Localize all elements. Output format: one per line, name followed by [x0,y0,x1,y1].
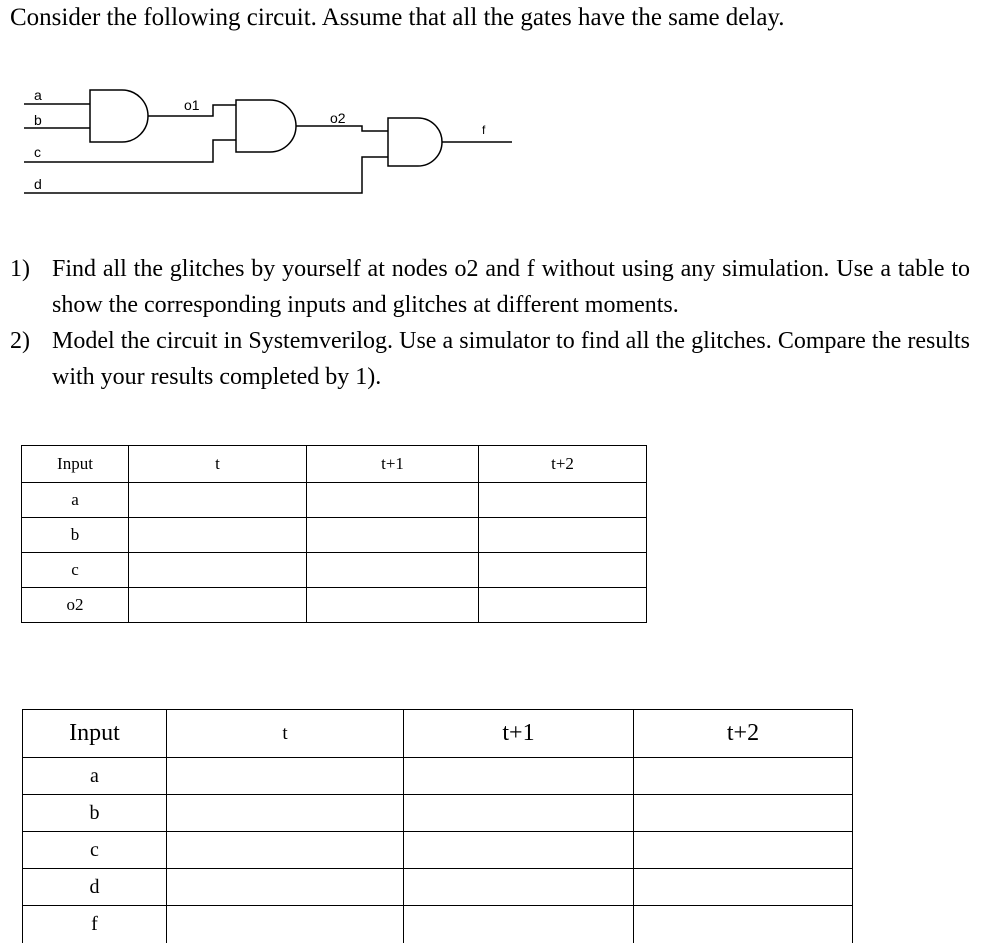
and-gate-1 [90,90,148,142]
empty-cell[interactable] [307,483,479,518]
problem-intro: Consider the following circuit. Assume that all the gates have the same delay. [10,4,785,31]
table-header-row [22,446,647,483]
header-t-plus-1: t+1 [307,446,479,483]
empty-cell[interactable] [167,758,404,795]
header-input: Input [23,710,167,758]
empty-cell[interactable] [129,518,307,553]
empty-cell[interactable] [167,869,404,906]
table-row [23,795,853,832]
empty-cell[interactable] [634,869,853,906]
label-input-d: d [34,176,42,192]
empty-cell[interactable] [307,553,479,588]
header-t-plus-1: t+1 [404,710,634,758]
table-row [23,832,853,869]
label-input-a: a [34,87,42,103]
label-input-c: c [34,144,41,160]
row-label: o2 [22,588,129,623]
circuit-diagram [0,78,540,203]
table-header-row [23,710,853,758]
table-row [22,518,647,553]
empty-cell[interactable] [634,795,853,832]
empty-cell[interactable] [634,758,853,795]
question-text: Model the circuit in Systemverilog. Use a simulator to find all the glitches. Compare the results with your results completed by 1). [52,328,970,390]
glitch-table-o2 [21,445,647,623]
and-gate-3 [388,118,442,166]
empty-cell[interactable] [404,758,634,795]
table-row [23,758,853,795]
empty-cell[interactable] [129,553,307,588]
row-label: d [23,869,167,906]
row-label: f [23,906,167,943]
empty-cell[interactable] [634,832,853,869]
header-input: Input [22,446,129,483]
empty-cell[interactable] [129,483,307,518]
row-label: c [23,832,167,869]
empty-cell[interactable] [404,906,634,943]
empty-cell[interactable] [167,832,404,869]
wire-c [24,140,236,162]
table-row [22,588,647,623]
wire-o2 [296,126,388,131]
table-row [22,553,647,588]
label-input-b: b [34,112,42,128]
empty-cell[interactable] [167,795,404,832]
question-2 [10,323,970,395]
empty-cell[interactable] [307,588,479,623]
table-row [22,483,647,518]
row-label: a [22,483,129,518]
empty-cell[interactable] [404,832,634,869]
header-t-plus-2: t+2 [634,710,853,758]
row-label: b [22,518,129,553]
row-label: c [22,553,129,588]
empty-cell[interactable] [307,518,479,553]
label-node-o1: o1 [184,97,200,113]
label-output-f: f [482,123,486,137]
empty-cell[interactable] [479,588,647,623]
question-1 [10,251,970,323]
question-text: Find all the glitches by yourself at nodes o2 and f without using any simulation. Use a table to show the corresponding inputs and glitches at different moments. [52,256,970,318]
empty-cell[interactable] [404,795,634,832]
question-number: 2) [10,328,30,354]
row-label: b [23,795,167,832]
question-number: 1) [10,256,30,282]
table-row [23,869,853,906]
and-gate-2 [236,100,296,152]
label-node-o2: o2 [330,110,346,126]
empty-cell[interactable] [404,869,634,906]
empty-cell[interactable] [479,483,647,518]
glitch-table-f [22,709,853,943]
header-t-plus-2: t+2 [479,446,647,483]
table-row [23,906,853,943]
empty-cell[interactable] [479,518,647,553]
empty-cell[interactable] [167,906,404,943]
header-t: t [167,710,404,758]
empty-cell[interactable] [479,553,647,588]
empty-cell[interactable] [129,588,307,623]
empty-cell[interactable] [634,906,853,943]
header-t: t [129,446,307,483]
row-label: a [23,758,167,795]
